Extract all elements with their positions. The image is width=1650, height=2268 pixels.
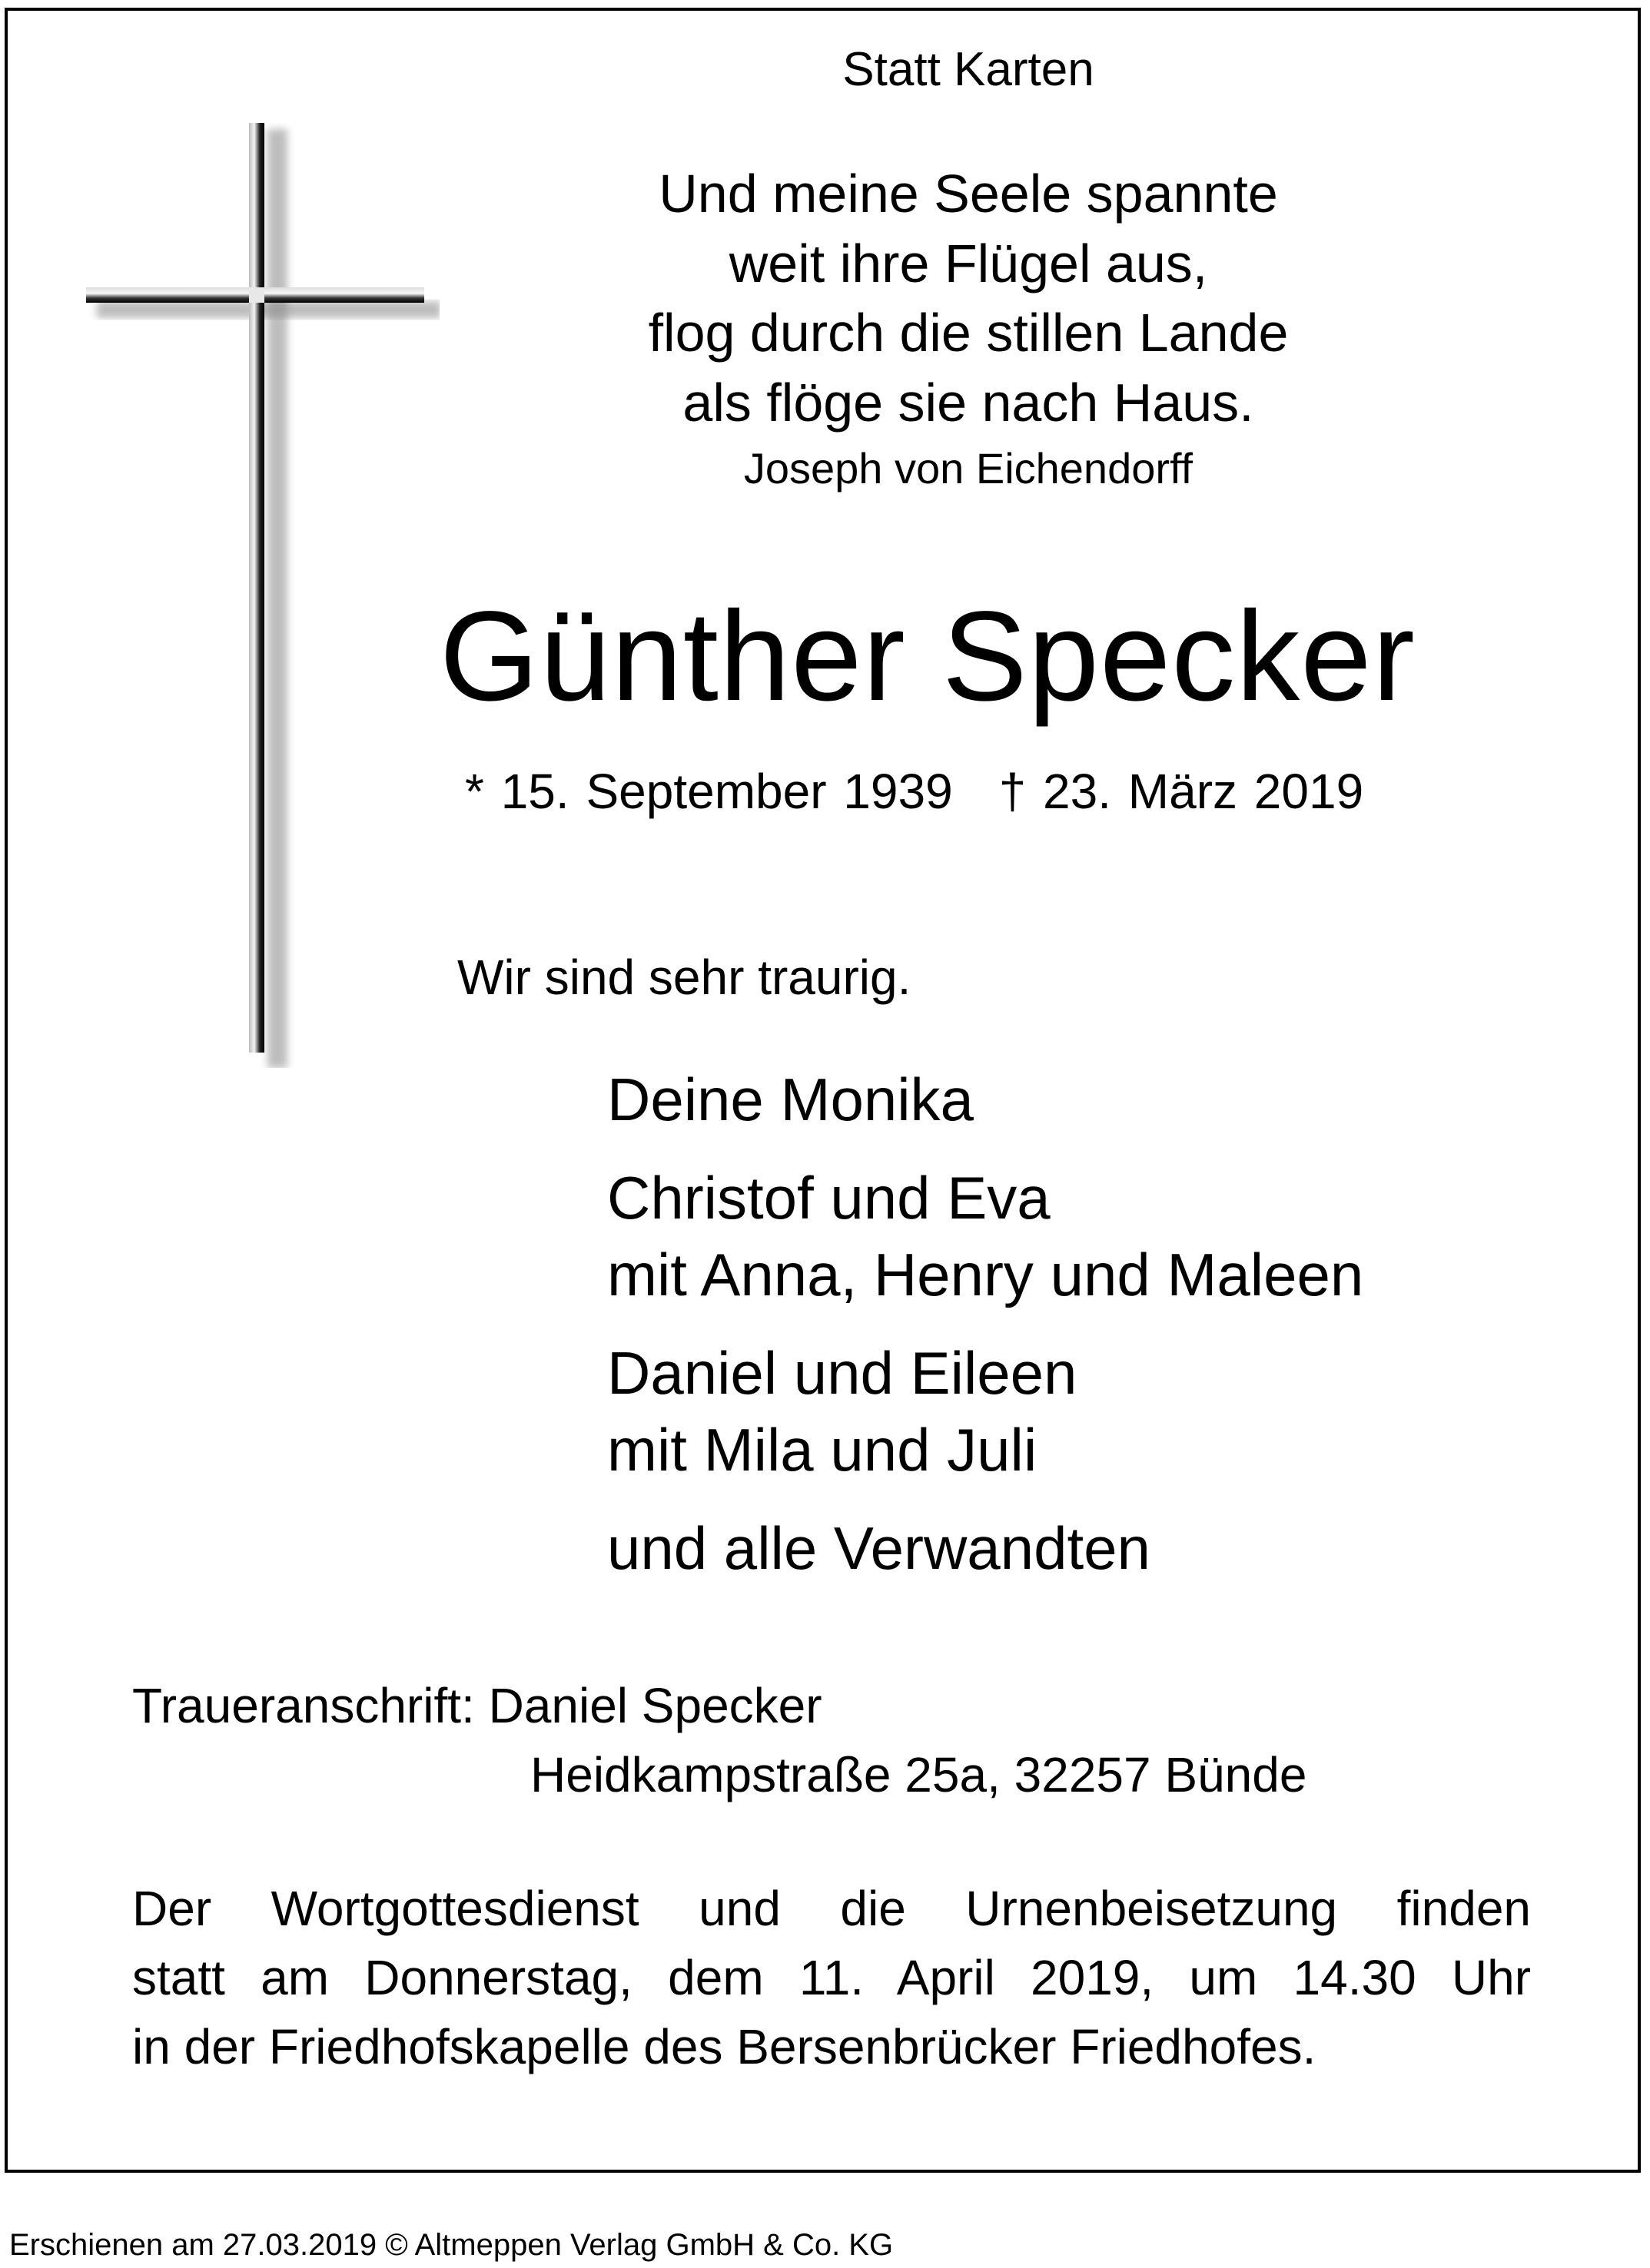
poem-line: weit ihre Flügel aus, (729, 234, 1208, 293)
address-label: Traueranschrift: Daniel Specker (132, 1678, 822, 1733)
birth-date: * 15. September 1939 (465, 764, 953, 819)
cross-icon (86, 123, 440, 1068)
family-line: Deine Monika (607, 1066, 974, 1133)
family-line: mit Mila und Juli (607, 1416, 1037, 1484)
poem-author: Joseph von Eichendorff (743, 444, 1194, 492)
header-statt-karten: Statt Karten (842, 43, 1094, 96)
family-line: Christof und Eva (607, 1164, 1051, 1232)
deceased-name: Günther Specker (440, 585, 1416, 728)
poem-line: als flöge sie nach Haus. (682, 373, 1254, 433)
poem-line: Und meine Seele spannte (659, 164, 1278, 224)
service-line: in der Friedhofskapelle des Bersenbrücker Friedhofes. (132, 2019, 1316, 2074)
address-line: Heidkampstraße 25a, 32257 Bünde (530, 1747, 1307, 1802)
family-line: Daniel und Eileen (607, 1339, 1077, 1407)
poem-line: flog durch die stillen Lande (648, 303, 1289, 363)
service-line: statt am Donnerstag, dem 11. April 2019, um 14.30 Uhr (132, 1950, 1531, 2005)
service-line: Der Wortgottesdienst und die Urnenbeisetzung finden (132, 1881, 1531, 1936)
sentiment-text: Wir sind sehr traurig. (457, 950, 911, 1005)
family-line: und alle Verwandten (607, 1514, 1150, 1582)
publication-footer: Erschienen am 27.03.2019 © Altmeppen Verlag GmbH & Co. KG (9, 2228, 894, 2262)
death-date: † 23. März 2019 (998, 764, 1364, 819)
family-line: mit Anna, Henry und Maleen (607, 1241, 1364, 1308)
life-dates (465, 764, 1364, 819)
